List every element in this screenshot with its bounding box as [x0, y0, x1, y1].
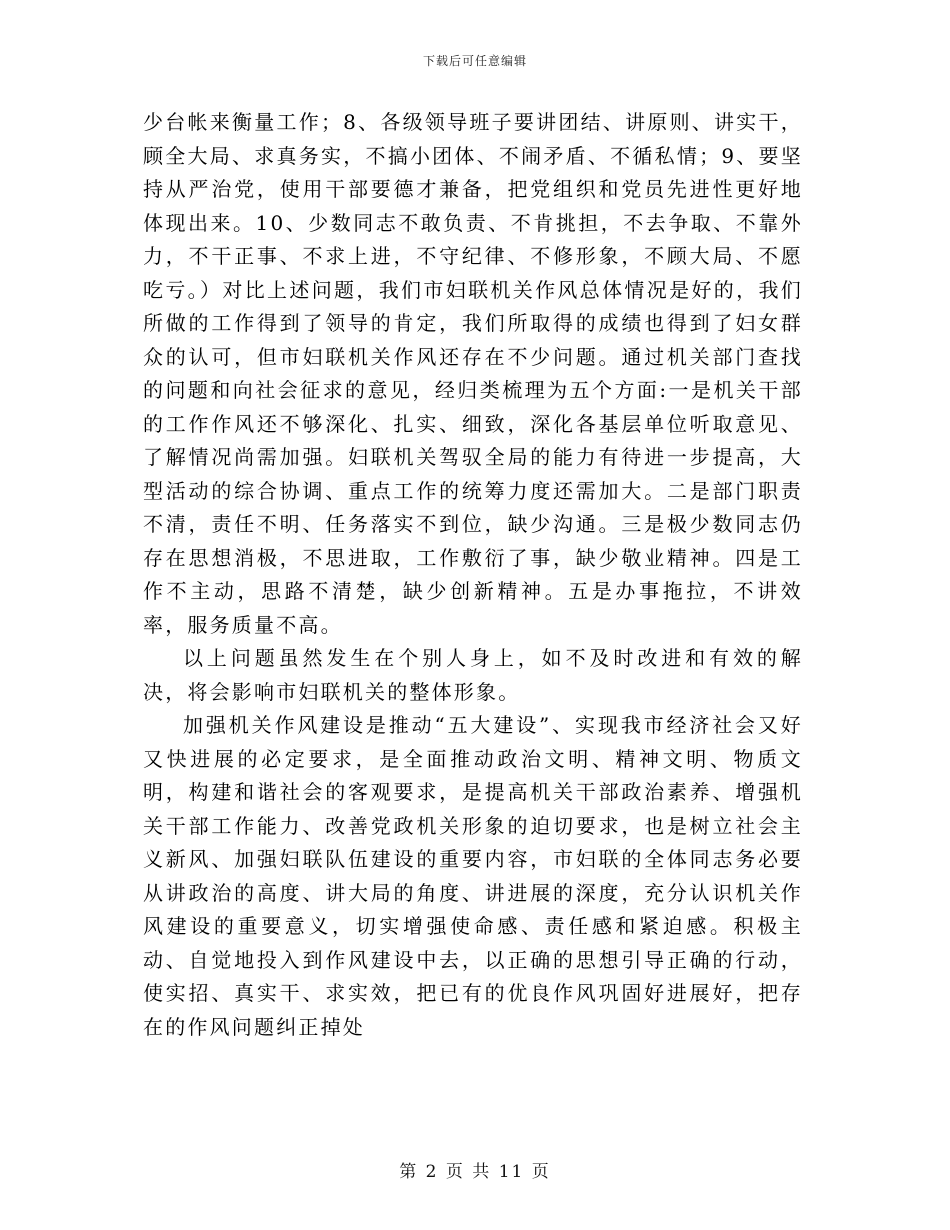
- paragraph-continuation: 少台帐来衡量工作；8、各级领导班子要讲团结、讲原则、讲实干，顾全大局、求真务实，不搞小团体、不闹矛盾、不循私情；9、要坚持从严治党，使用干部要德才兼备，把党组织和党员先进性更好地体现出来。10、少数同志不敢负责、不肯挑担，不去争取、不靠外力，不干正事、不求上进，不守纪律、不修形象，不顾大局、不愿吃亏。）对比上述问题，我们市妇联机关作风总体情况是好的，我们所做的工作得到了领导的肯定，我们所取得的成绩也得到了妇女群众的认可，但市妇联机关作风还存在不少问题。通过机关部门查找的问题和向社会征求的意见，经归类梳理为五个方面:一是机关干部的工作作风还不够深化、扎实、细致，深化各基层单位听取意见、了解情况尚需加强。妇联机关驾驭全局的能力有待进一步提高，大型活动的综合协调、重点工作的统筹力度还需加大。二是部门职责不清，责任不明、任务落实不到位，缺少沟通。三是极少数同志仍存在思想消极，不思进取，工作敷衍了事，缺少敬业精神。四是工作不主动，思路不清楚，缺少创新精神。五是办事拖拉，不讲效率，服务质量不高。: [143, 110, 803, 637]
- page-header: 下载后可任意编辑: [422, 54, 527, 68]
- paragraph-problem-impact: 以上问题虽然发生在个别人身上，如不及时改进和有效的解决，将会影响市妇联机关的整体形象。: [143, 646, 803, 704]
- document-body: [143, 106, 803, 1044]
- paragraph-style-building: 加强机关作风建设是推动“五大建设”、实现我市经济社会又好又快进展的必定要求，是全面推动政治文明、精神文明、物质文明，构建和谐社会的客观要求，是提高机关干部政治素养、增强机关干部工作能力、改善党政机关形象的迫切要求，也是树立社会主义新风、加强妇联队伍建设的重要内容，市妇联的全体同志务必要从讲政治的高度、讲大局的角度、讲进展的深度，充分认识机关作风建设的重要意义，切实增强使命感、责任感和紧迫感。积极主动、自觉地投入到作风建设中去，以正确的思想引导正确的行动，使实招、真实干、求实效，把已有的优良作风巩固好进展好，把存在的作风问题纠正掉处: [143, 713, 803, 1039]
- page-number-footer: 第 2 页 共 11 页: [399, 1162, 551, 1182]
